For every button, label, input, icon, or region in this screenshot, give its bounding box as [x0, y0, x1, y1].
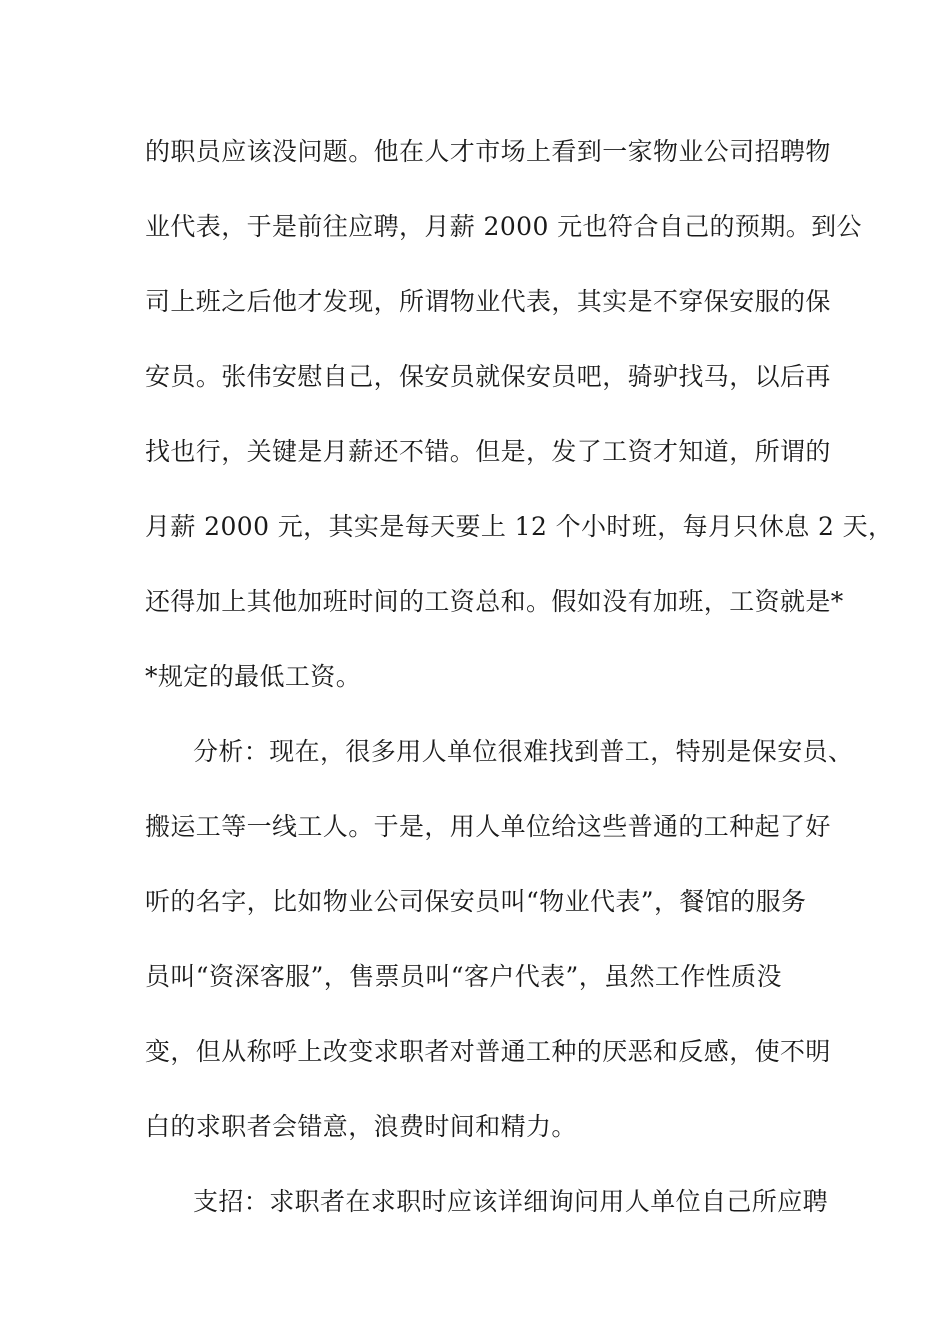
text-line: 变，但从称呼上改变求职者对普通工种的厌恶和反感，使不明: [145, 1037, 831, 1066]
text-line: *规定的最低工资。: [145, 662, 362, 691]
text-line: 业代表，于是前往应聘，月薪 2000 元也符合自己的预期。到公: [145, 212, 862, 241]
paragraph-analysis-start: 分析：现在，很多用人单位很难找到普工，特别是保安员、: [193, 737, 854, 766]
paragraph-advice-start: 支招：求职者在求职时应该详细询问用人单位自己所应聘: [193, 1187, 829, 1216]
text-line: 月薪 2000 元，其实是每天要上 12 个小时班，每月只休息 2 天，: [145, 512, 894, 541]
text-line: 司上班之后他才发现，所谓物业代表，其实是不穿保安服的保: [145, 287, 831, 316]
text-line: 白的求职者会错意，浪费时间和精力。: [145, 1112, 577, 1141]
text-line: 听的名字，比如物业公司保安员叫“物业代表”，餐馆的服务: [145, 887, 807, 916]
text-line: 员叫“资深客服”，售票员叫“客户代表”，虽然工作性质没: [145, 962, 782, 991]
text-line: 的职员应该没问题。他在人才市场上看到一家物业公司招聘物: [145, 137, 831, 166]
text-line: 搬运工等一线工人。于是，用人单位给这些普通的工种起了好: [145, 812, 831, 841]
text-line: 找也行，关键是月薪还不错。但是，发了工资才知道，所谓的: [145, 437, 831, 466]
text-line: 安员。张伟安慰自己，保安员就保安员吧，骑驴找马，以后再: [145, 362, 831, 391]
text-line: 还得加上其他加班时间的工资总和。假如没有加班，工资就是*: [145, 587, 844, 616]
